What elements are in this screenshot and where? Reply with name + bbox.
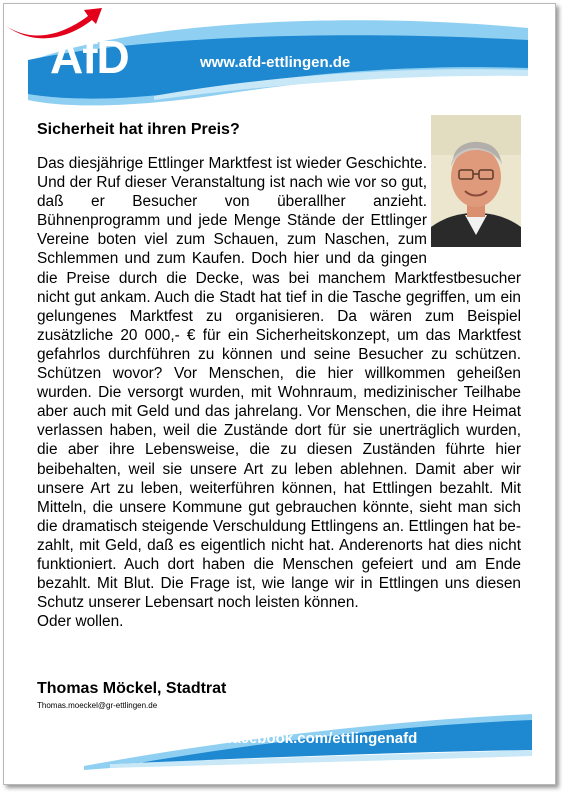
footer-banner — [4, 704, 555, 784]
logo-swoosh-icon — [4, 4, 104, 44]
article-headline: Sicherheit hat ihren Preis? — [37, 121, 240, 138]
article-closing: Oder wollen. — [37, 613, 124, 631]
flyer-page — [3, 3, 556, 785]
facebook-url[interactable]: Https://www.facebook.com/ettlingenafd — [137, 730, 418, 747]
article-body — [37, 154, 521, 631]
website-url[interactable]: www.afd-ettlingen.de — [200, 54, 351, 71]
portrait-spacer — [427, 154, 521, 258]
author-email[interactable]: Thomas.moeckel@gr-ettlingen.de — [37, 701, 158, 710]
afd-logo: AfD — [50, 31, 129, 83]
author-name: Thomas Möckel, Stadtrat — [37, 680, 227, 697]
article-text: Das diesjährige Ettlinger Marktfest ist wieder Geschichte. Und der Ruf dieser Veranstaltung ist nach wie vor so gut, daß er Besucher von überallher anzieht. Bühnenprogramm und jede Menge Stände der Ettlinger Vereine boten viel zum Schauen, zum Naschen, zum Schlemmen und zum Kaufen. Doch hier und da gingen die Preise durch die Decke, was bei manchem Marktfestbesucher nicht gut ankam. Auch die Stadt hat tief in die Tasche gegriffen, um ein gelungenes Marktfest zu organisieren. Da wären zum Beispiel zusätzliche 20 000,- € für ein Sicherheitskonzept, um das Marktfest gefahrlos durchführen zu können und seine Besucher zu schützen. Schützen wovor? Vor Menschen, die hier willkommen geheißen wurden. Die versorgt wurden, mit Wohnraum, medizinischer Teilhabe aber auch mit Geld und das jahrelang. Vor Menschen, die ihre Heimat verlassen haben, weil die Zustände dort für sie unerträglich wurden, die aber ihre Lebensweise, die zu diesen Zuständen führte hier beibehalten, weil sie unsere Art zu leben ablehnen. Damit aber wir unsere Art zu leben, weiterführen können, hat Ettlingen bezahlt. Mit Mitteln, die unsere Kommune gut gebrauchen könnte, sieht man sich die dramatisch steigende Verschuldung Ettlingens an. Ettlingen hat bezahlt, mit Geld, daß es eigentlich nicht hat. Anderenorts hat dies nicht funktioniert. Auch dort haben die Menschen gefeiert und am Ende bezahlt. Mit Blut. Die Frage ist, wie lange wir in Ettlingen uns diesen Schutz unserer Lebensart noch leisten können. — [37, 155, 521, 612]
header-banner — [4, 4, 555, 119]
